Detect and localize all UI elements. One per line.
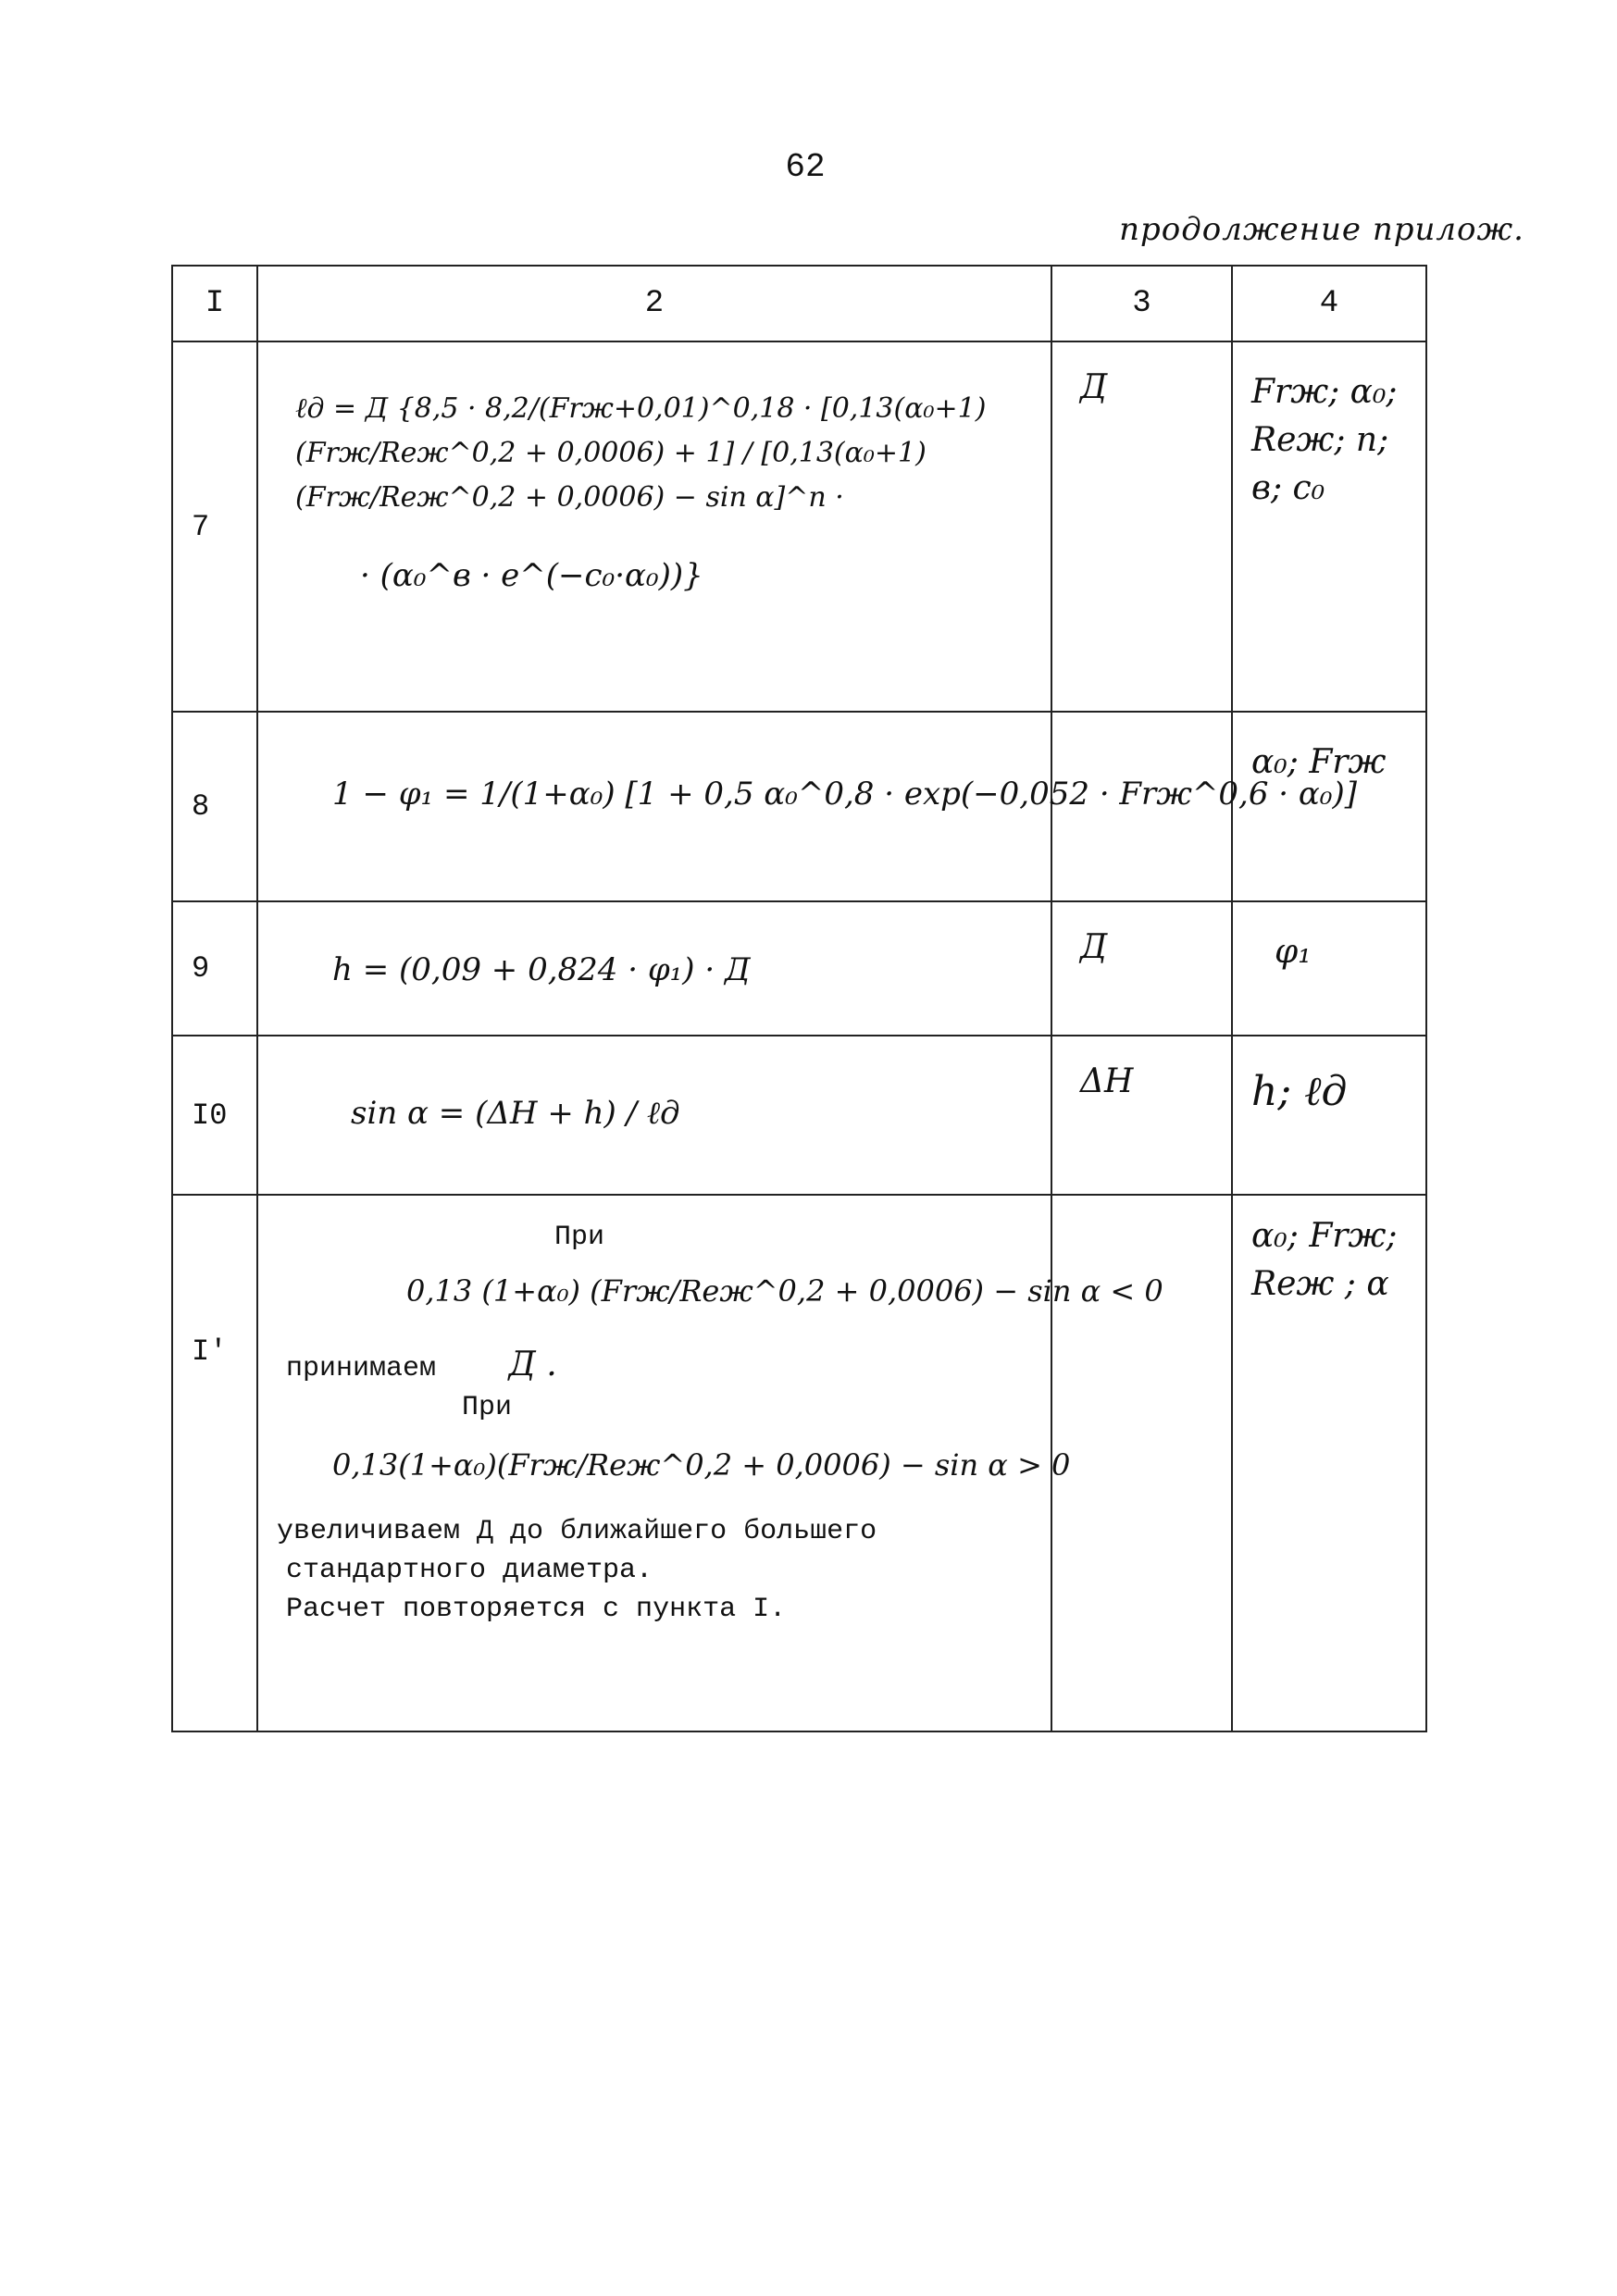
- variable-list-line: α₀; Frж: [1251, 743, 1387, 781]
- header-col-3: 3: [1051, 266, 1232, 341]
- col4-cell: [1232, 341, 1426, 712]
- increase-text: увеличиваем Д до ближайшего большего: [277, 1516, 877, 1547]
- table-header-row: [172, 266, 1426, 341]
- row-number: 9: [172, 901, 257, 1036]
- row-number: 8: [172, 712, 257, 901]
- col3-cell: ΔH: [1051, 1036, 1232, 1195]
- accept-variable: Д .: [508, 1346, 557, 1384]
- col3-cell: Д: [1051, 901, 1232, 1036]
- continuation-note: продолжение прилож.: [1119, 211, 1524, 248]
- formula-main: ℓд = Д {8,5 · 8,2/(Frж+0,01)^0,18 · [0,13(α₀+1)(Frж/Reж^0,2 + 0,0006) + 1] / [0,13(α₀+1)(Frж/Reж^0,2 + 0,0006) − sin α]^n ·: [295, 392, 987, 514]
- row-number: I': [172, 1195, 257, 1731]
- col4-cell: [1232, 1195, 1426, 1731]
- variable-list-line: в; c₀: [1251, 469, 1325, 508]
- variable-list-line: Reж; n;: [1251, 421, 1389, 460]
- condition-1: 0,13 (1+α₀) (Frж/Reж^0,2 + 0,0006) − sin α < 0: [406, 1273, 1163, 1309]
- formula-cell: [257, 901, 1051, 1036]
- row-number: I0: [172, 1036, 257, 1195]
- variable-list-line: Reж ; α: [1251, 1265, 1389, 1304]
- table-row: [172, 901, 1426, 1036]
- col4-cell: [1232, 1036, 1426, 1195]
- col3-cell: Д: [1051, 341, 1232, 712]
- standard-text: стандартного диаметра.: [286, 1555, 653, 1586]
- header-col-2: 2: [257, 266, 1051, 341]
- accept-text: принимаем: [286, 1353, 437, 1384]
- table-row: [172, 712, 1426, 901]
- accept-line: [277, 1346, 1051, 1384]
- table-row: [172, 1195, 1426, 1731]
- condition-2: 0,13(1+α₀)(Frж/Reж^0,2 + 0,0006) − sin α > 0: [332, 1447, 1071, 1483]
- row-number: 7: [172, 341, 257, 712]
- formula-cell: [257, 1036, 1051, 1195]
- table-row: [172, 1036, 1426, 1195]
- formula-main: 1 − φ₁ = 1/(1+α₀) [1 + 0,5 α₀^0,8 · exp(−0,052 · Frж^0,6 · α₀)]: [332, 776, 1358, 813]
- header-col-1: I: [172, 266, 257, 341]
- formula-main: sin α = (ΔH + h) / ℓд: [351, 1095, 680, 1132]
- formula-cell: [257, 1195, 1163, 1731]
- page-number: 62: [785, 148, 826, 186]
- formula-cell: [257, 341, 1051, 712]
- variable-list-line: φ₁: [1275, 933, 1312, 971]
- header-col-4: 4: [1232, 266, 1426, 341]
- condition-label-1: При: [554, 1222, 605, 1253]
- variable-list-line: Frж; α₀;: [1251, 373, 1398, 411]
- col4-cell: [1232, 901, 1426, 1036]
- appendix-table: [171, 265, 1427, 1732]
- table-row: [172, 341, 1426, 712]
- condition-label-2: При: [462, 1392, 513, 1423]
- repeat-text: Расчет повторяется с пункта I.: [286, 1594, 787, 1625]
- formula-continuation: · (α₀^в · e^(−c₀·α₀))}: [360, 557, 703, 594]
- formula-main: h = (0,09 + 0,824 · φ₁) · Д: [332, 951, 751, 988]
- variable-list-line: α₀; Frж;: [1251, 1217, 1398, 1255]
- variable-list-line: h; ℓд: [1251, 1068, 1348, 1115]
